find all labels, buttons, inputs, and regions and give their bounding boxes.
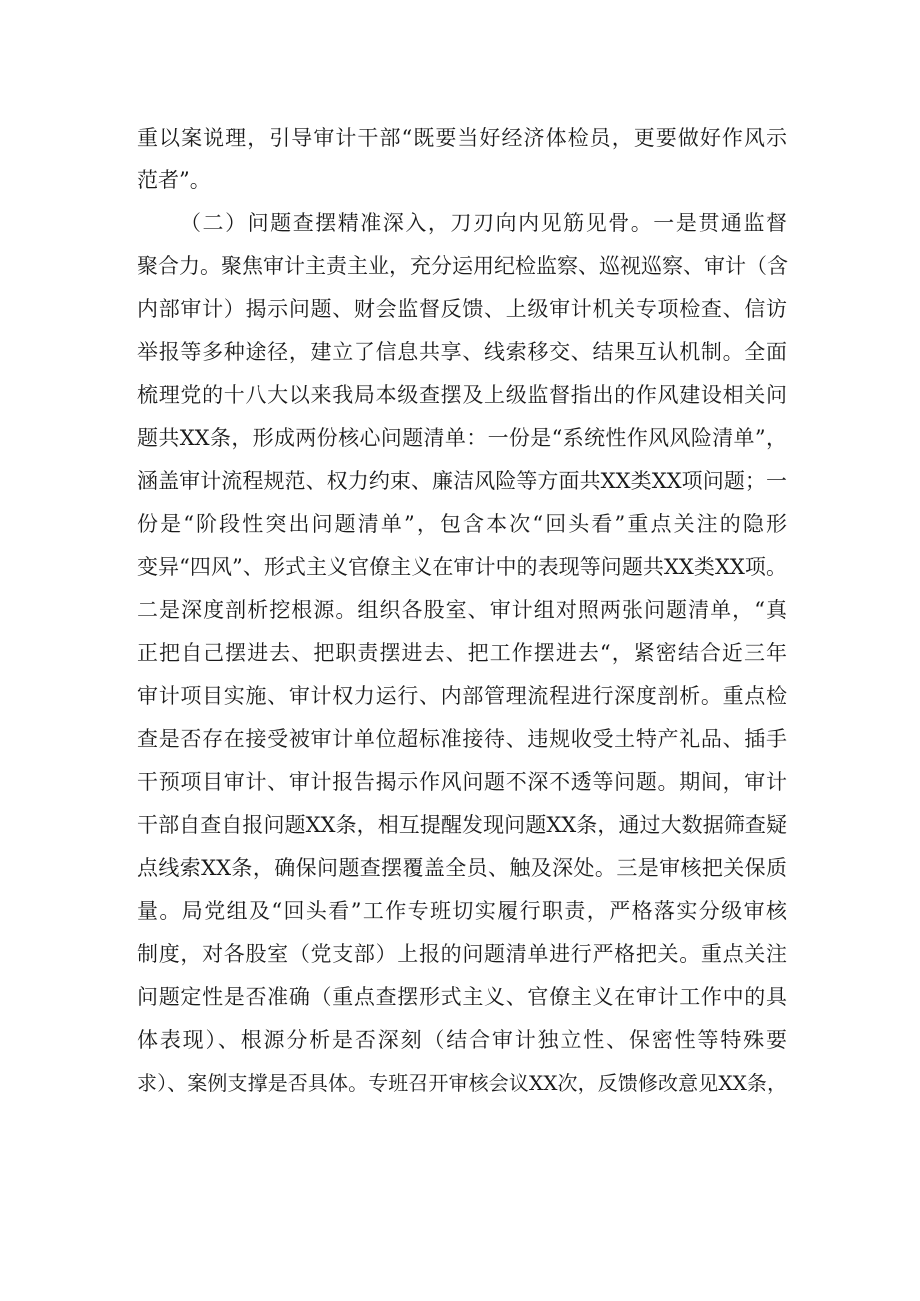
section-heading-line: （二）问题查摆精准深入，刀刃向内见筋见骨。一是贯通监督: [180, 211, 787, 235]
paragraph-line: 正把自己摆进去、把职责摆进去、把工作摆进去“，紧密结合近三年: [137, 641, 787, 665]
paragraph-line: 干部自查自报问题XX条，相互提醒发现问题XX条，通过大数据筛查疑: [137, 813, 787, 837]
paragraph-line: 聚合力。聚焦审计主责主业，充分运用纪检监察、巡视巡察、审计（含: [137, 254, 788, 278]
paragraph-line: 二是深度剖析挖根源。组织各股室、审计组对照两张问题清单，“真: [137, 598, 787, 622]
paragraph-line: 查是否存在接受被审计单位超标准接待、违规收受土特产礼品、插手: [137, 727, 787, 751]
paragraph-line: 梳理党的十八大以来我局本级查摆及上级监督指出的作风建设相关问: [137, 383, 787, 407]
paragraph-line: 制度，对各股室（党支部）上报的问题清单进行严格把关。重点关注: [137, 942, 787, 966]
paragraph-line: 干预项目审计、审计报告揭示作风问题不深不透等问题。期间，审计: [137, 770, 787, 794]
paragraph-line: 量。局党组及“回头看”工作专班切实履行职责，严格落实分级审核: [137, 899, 787, 923]
paragraph-line: 举报等多种途径，建立了信息共享、线索移交、结果互认机制。全面: [137, 340, 787, 364]
paragraph-line: 求）、案例支撑是否具体。专班召开审核会议XX次，反馈修改意见XX条，: [137, 1071, 787, 1095]
paragraph-line: 重以案说理，引导审计干部“既要当好经济体检员，更要做好作风示: [137, 126, 787, 150]
paragraph-line: 范者”。: [137, 168, 211, 192]
paragraph-line: 变异“四风”、形式主义官僚主义在审计中的表现等问题共XX类XX项。: [137, 555, 787, 579]
paragraph-line: 问题定性是否准确（重点查摆形式主义、官僚主义在审计工作中的具: [137, 985, 787, 1009]
paragraph-line: 内部审计）揭示问题、财会监督反馈、上级审计机关专项检查、信访: [137, 297, 787, 321]
paragraph-line: 份是“阶段性突出问题清单”，包含本次“回头看”重点关注的隐形: [137, 512, 787, 536]
paragraph-line: 题共XX条，形成两份核心问题清单：一份是“系统性作风风险清单”，: [137, 426, 787, 450]
paragraph-line: 体表现）、根源分析是否深刻（结合审计独立性、保密性等特殊要: [137, 1028, 787, 1052]
paragraph-line: 点线索XX条，确保问题查摆覆盖全员、触及深处。三是审核把关保质: [137, 856, 787, 880]
paragraph-line: 涵盖审计流程规范、权力约束、廉洁风险等方面共XX类XX项问题；一: [137, 469, 787, 493]
paragraph-line: 审计项目实施、审计权力运行、内部管理流程进行深度剖析。重点检: [137, 684, 787, 708]
